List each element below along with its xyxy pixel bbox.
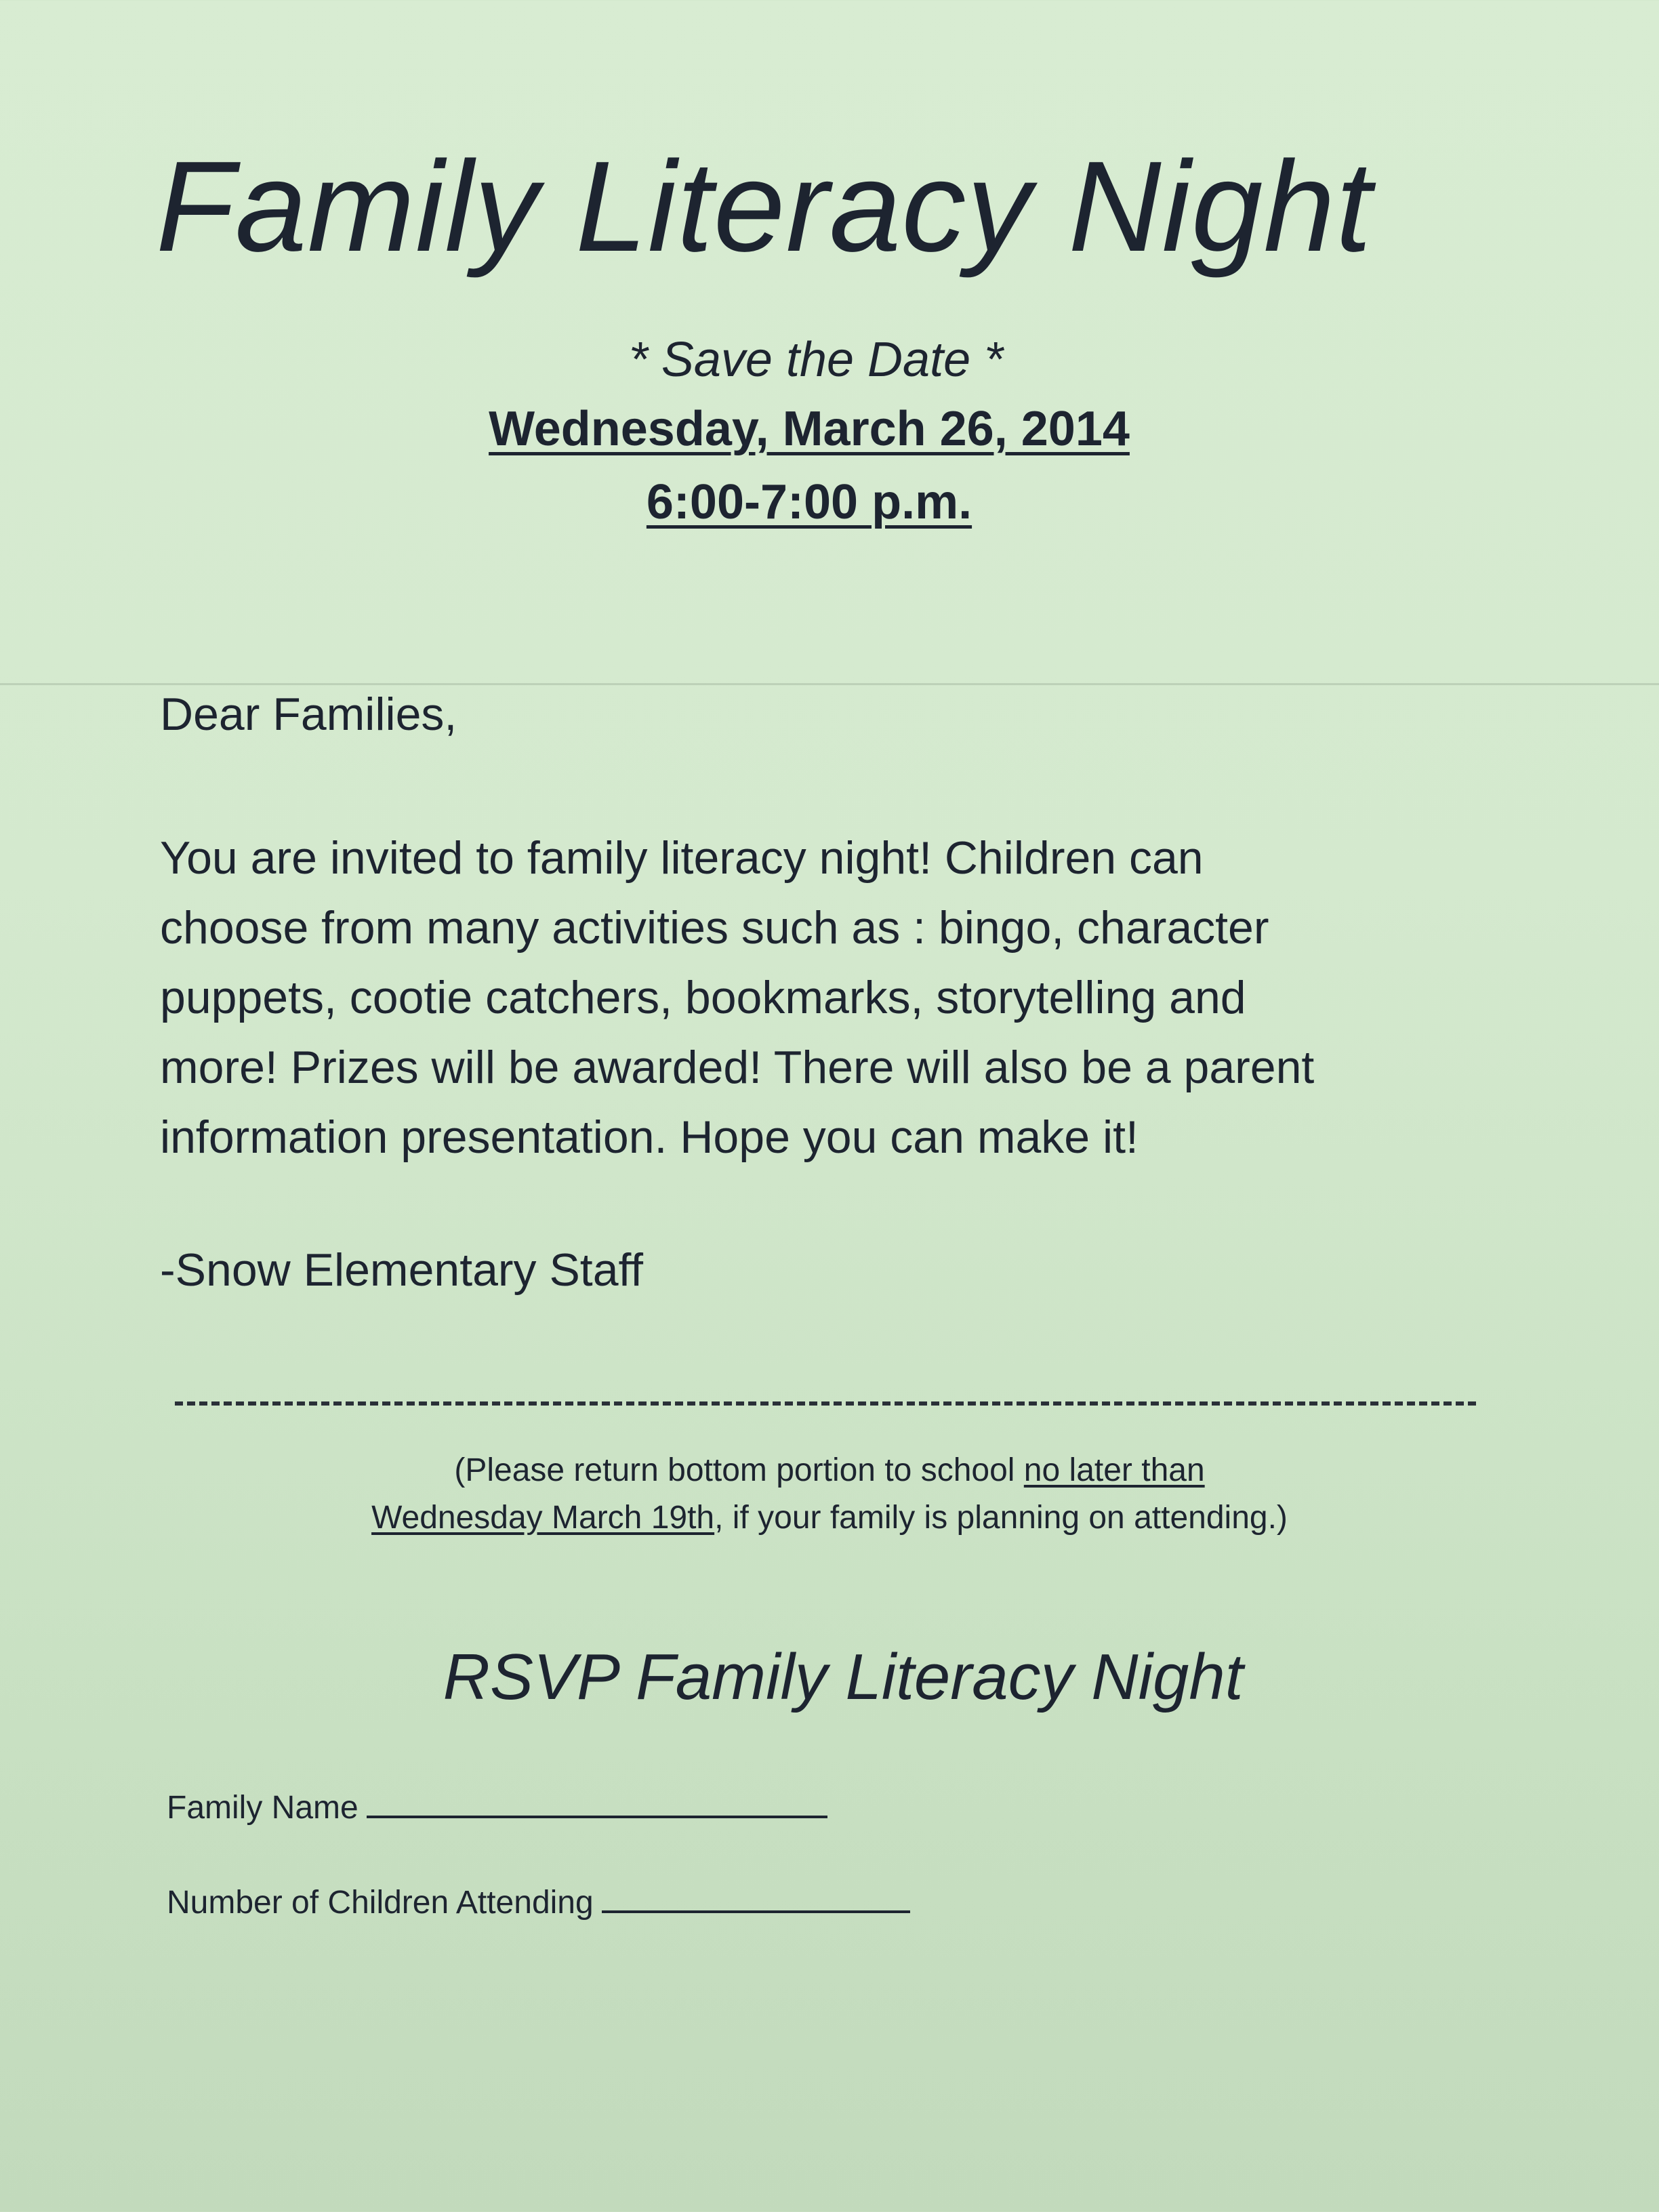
deadline-date: Wednesday March 19th: [371, 1500, 715, 1536]
page-title: Family Literacy Night: [156, 135, 1372, 279]
children-attending-field[interactable]: [167, 1884, 910, 1921]
rsvp-title: RSVP Family Literacy Night: [443, 1641, 1244, 1713]
event-time: 6:00-7:00 p.m.: [646, 475, 972, 529]
letter-signature: -Snow Elementary Staff: [160, 1244, 644, 1296]
letter-body-line: puppets, cootie catchers, bookmarks, storytelling and: [160, 972, 1246, 1023]
children-attending-blank[interactable]: [602, 1904, 910, 1913]
letter-greeting: Dear Families,: [160, 689, 457, 740]
family-name-blank[interactable]: [367, 1809, 827, 1818]
family-name-field[interactable]: [167, 1789, 827, 1826]
event-date: Wednesday, March 26, 2014: [489, 402, 1130, 456]
return-instructions-line-1: [0, 1447, 1659, 1494]
letter-body-line: choose from many activities such as : bingo, character: [160, 902, 1269, 954]
letter-body-line: more! Prizes will be awarded! There will also be a parent: [160, 1042, 1315, 1093]
letter-body-line: information presentation. Hope you can make it!: [160, 1111, 1139, 1163]
save-the-date-text: * Save the Date *: [628, 333, 1004, 387]
letter-body-line: You are invited to family literacy night! Children can: [160, 832, 1204, 884]
return-instructions: [0, 1447, 1659, 1542]
paper-fold-line: [0, 683, 1659, 685]
cut-here-dashed-line: [175, 1401, 1476, 1406]
return-instructions-text: (Please return bottom portion to school: [454, 1452, 1024, 1488]
return-instructions-line-2: [0, 1494, 1659, 1542]
children-attending-label: Number of Children Attending: [167, 1885, 594, 1921]
deadline-emphasis: no later than: [1023, 1452, 1205, 1488]
family-name-label: Family Name: [167, 1790, 359, 1826]
return-instructions-text: , if your family is planning on attending.): [714, 1500, 1288, 1536]
letter-body: [160, 823, 1515, 1172]
